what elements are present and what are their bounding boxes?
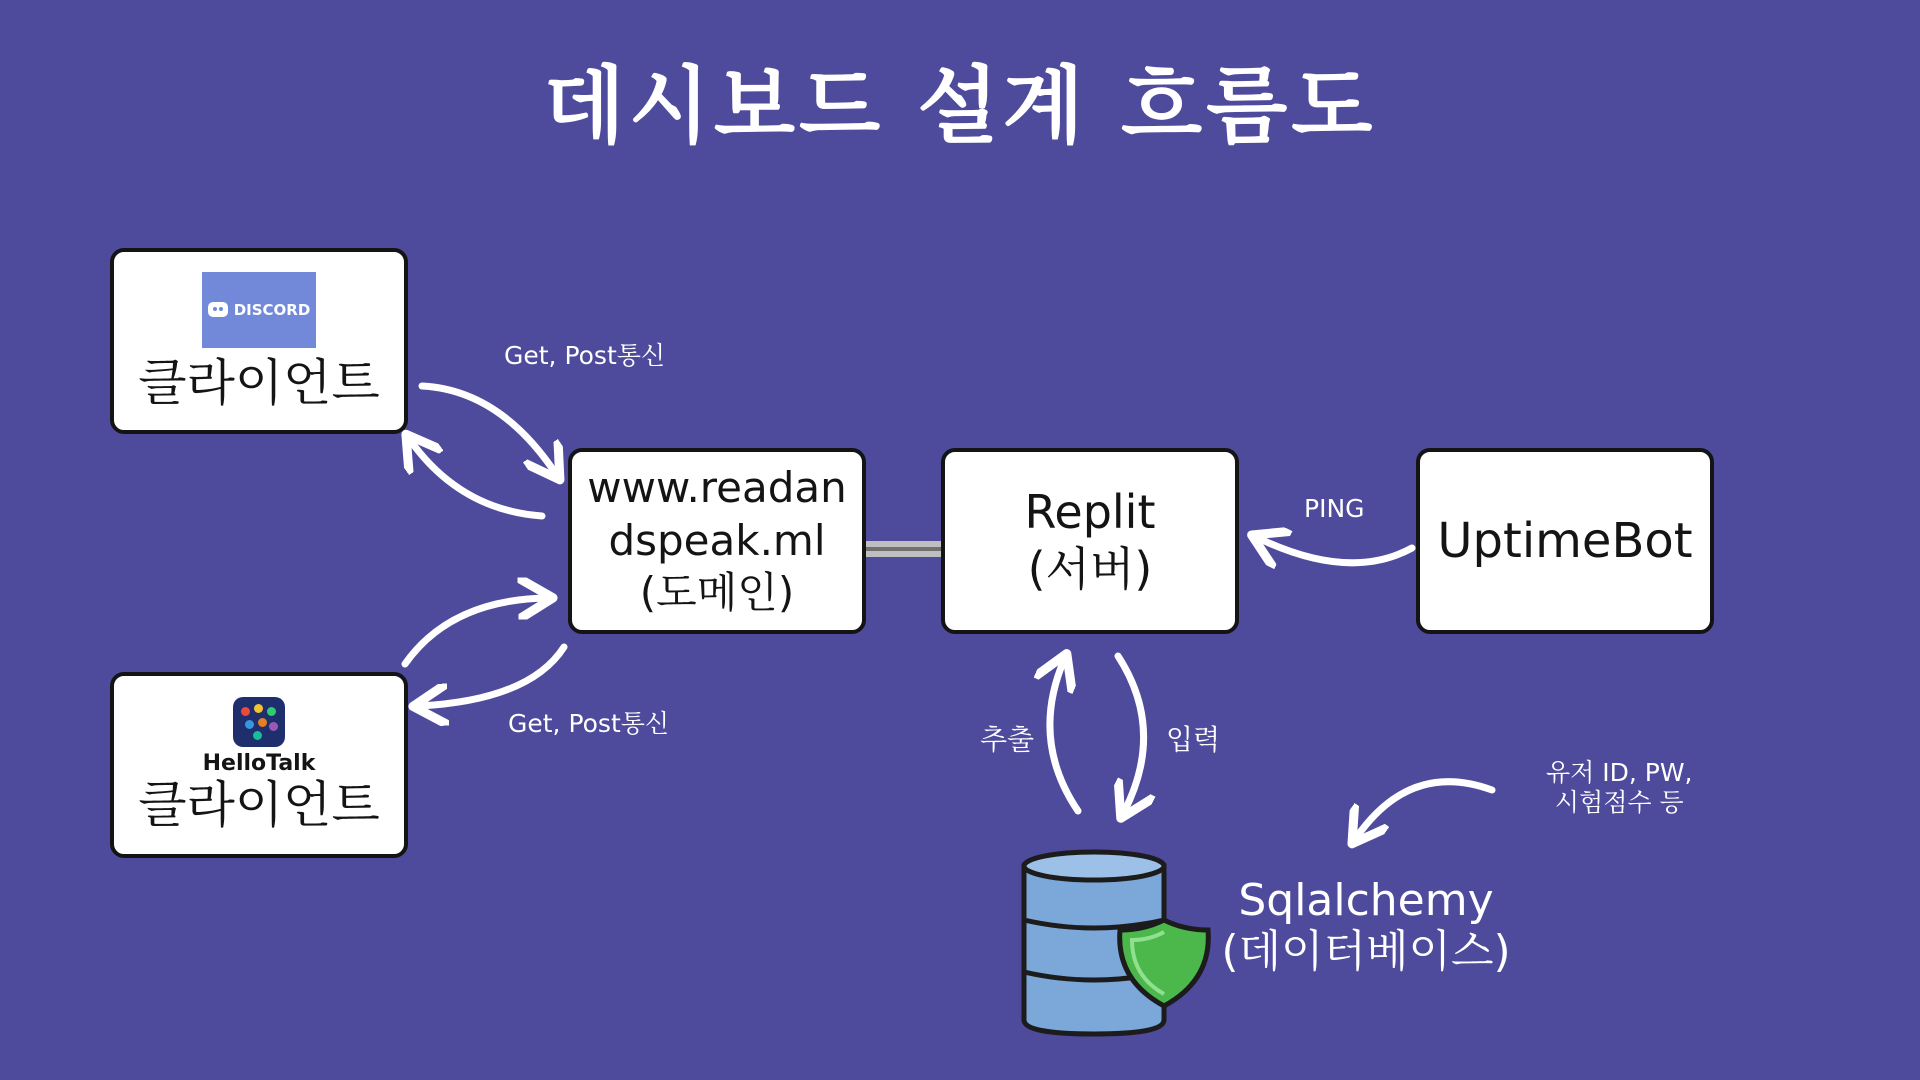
hellotalk-comm-label: Get, Post통신	[508, 709, 670, 738]
discord-logo-text: DISCORD	[233, 300, 311, 319]
input-label: 입력	[1166, 723, 1221, 756]
arrow-discord-to-domain	[422, 386, 556, 474]
extract-label: 추출	[980, 723, 1035, 756]
domain-label: www.readan dspeak.ml (도메인)	[587, 463, 847, 618]
discord-client-label: 클라이언트	[138, 353, 380, 412]
database-label: Sqlalchemy (데이터베이스)	[1221, 875, 1511, 977]
hellotalk-client-label: 클라이언트	[138, 776, 380, 834]
arrow-db-note	[1356, 782, 1492, 838]
uptimebot-label: UptimeBot	[1437, 513, 1693, 569]
arrow-input	[1118, 656, 1144, 812]
arrow-hellotalk-to-domain	[405, 598, 546, 664]
discord-comm-label: Get, Post통신	[504, 341, 666, 370]
arrow-domain-to-discord	[410, 440, 542, 516]
ping-label: PING	[1304, 494, 1365, 523]
arrow-ping	[1258, 538, 1412, 563]
server-label: Replit (서버)	[1024, 484, 1156, 596]
arrow-domain-to-hellotalk	[420, 647, 564, 706]
arrow-extract	[1050, 660, 1078, 811]
hellotalk-logo-text: HelloTalk	[202, 751, 316, 776]
page-title: 데시보드 설계 흐름도	[543, 57, 1377, 155]
db-note-label: 유저 ID, PW, 시험점수 등	[1546, 758, 1693, 817]
